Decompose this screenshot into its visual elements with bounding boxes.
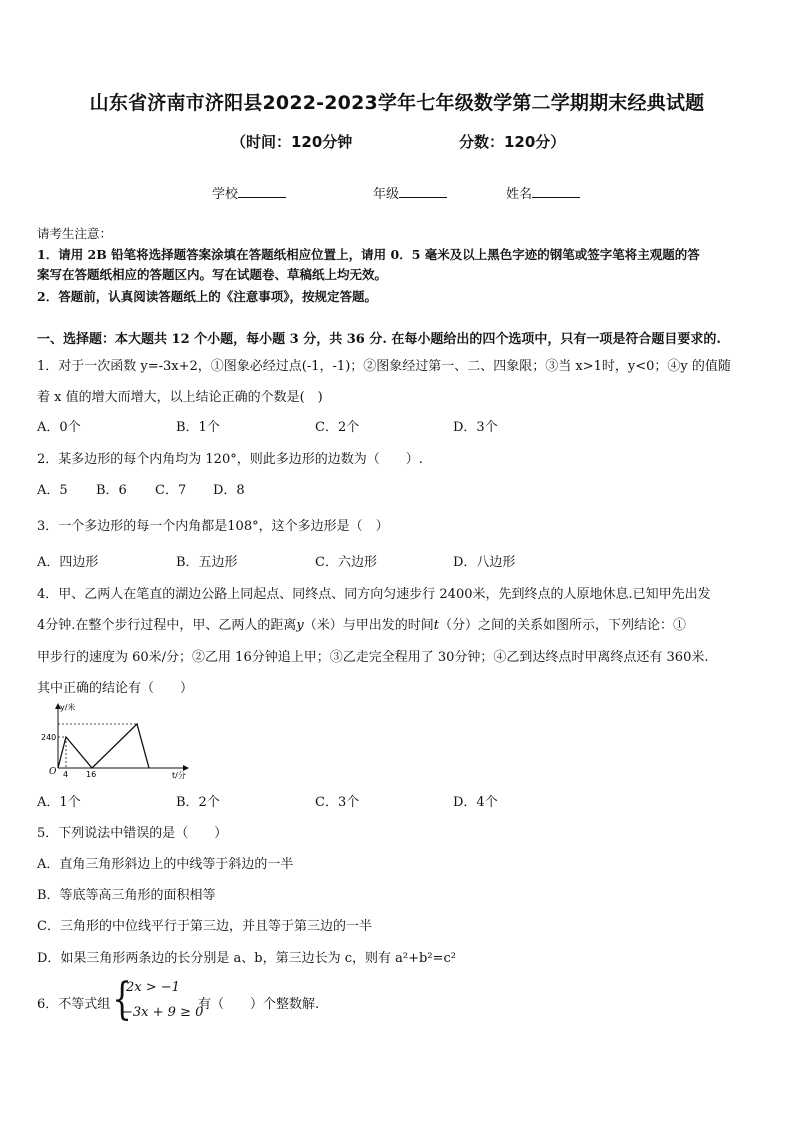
- q3-option-d: D．八边形: [453, 555, 516, 570]
- q5-option-b: B．等底等高三角形的面积相等: [37, 888, 216, 903]
- grade-blank: [399, 185, 447, 198]
- q5-text: 5．下列说法中错误的是（ ）: [37, 826, 228, 841]
- grade-label: 年级: [373, 187, 400, 202]
- q2-option-b: B．6: [96, 483, 127, 498]
- q6-inequality-1: 2x > −1: [126, 980, 180, 995]
- q4-line2: [37, 614, 686, 633]
- system-brace: {: [112, 974, 132, 1025]
- distance-time-graph: [36, 700, 196, 782]
- school-label: 学校: [212, 187, 239, 202]
- q1-option-b: B．1个: [176, 420, 220, 435]
- q5-option-d: D．如果三角形两条边的长分别是 a、b，第三边长为 c，则有 a²+b²=c²: [37, 951, 456, 966]
- q4-option-b: B．2个: [176, 795, 220, 810]
- q4-line4: 其中正确的结论有（ ）: [37, 681, 194, 696]
- q5-option-c: C．三角形的中位线平行于第三边，并且等于第三边的一半: [37, 919, 372, 934]
- notice-line2: 2．答题前，认真阅读答题纸上的《注意事项》，按规定答题。: [37, 289, 377, 304]
- q4-option-d: D．4个: [453, 795, 498, 810]
- x-axis-label: t/分: [172, 771, 186, 780]
- q2-option-a: A．5: [37, 483, 68, 498]
- name-blank: [532, 185, 580, 198]
- notice-heading: 请考生注意：: [37, 226, 113, 241]
- q6-inequality-2: −3x + 9 ≥ 0: [122, 1005, 204, 1020]
- y-axis-label: y/米: [60, 703, 76, 712]
- x-tick-16: 16: [86, 770, 97, 779]
- q4-option-a: A．1个: [37, 795, 81, 810]
- y-tick-240: 240: [41, 733, 57, 742]
- page-title: 山东省济南市济阳县2022-2023学年七年级数学第二学期期末经典试题: [89, 92, 705, 114]
- q1-line2: 着 x 值的增大而增大，以上结论正确的个数是( ): [37, 390, 323, 405]
- school-blank: [238, 185, 286, 198]
- name-field: [506, 183, 580, 202]
- q6-prefix: 6．不等式组: [37, 997, 111, 1012]
- q4-line3: 甲步行的速度为 60米/分；②乙用 16分钟追上甲；③乙走完全程用了 30分钟；④乙到达终点时甲离终点还有 360米.: [37, 650, 709, 665]
- q5-option-a: A．直角三角形斜边上的中线等于斜边的一半: [37, 857, 294, 872]
- section1-heading: 一、选择题：本大题共 12 个小题，每小题 3 分，共 36 分. 在每小题给出的四个选项中，只有一项是符合题目要求的.: [37, 332, 721, 347]
- q3-option-c: C．六边形: [315, 555, 377, 570]
- q4-option-c: C．3个: [315, 795, 360, 810]
- distance-curve: [58, 724, 149, 768]
- q2-text: 2．某多边形的每个内角均为 120°，则此多边形的边数为（ ）.: [37, 452, 423, 467]
- q3-option-b: B．五边形: [176, 555, 238, 570]
- q1-option-d: D．3个: [453, 420, 498, 435]
- name-label: 姓名: [506, 187, 533, 202]
- q1-option-c: C．2个: [315, 420, 360, 435]
- notice-line1a: 1．请用 2B 铅笔将选择题答案涂填在答题纸相应位置上，请用 0．5 毫米及以上黑色字迹的钢笔或签字笔将主观题的答: [37, 247, 700, 262]
- q1-line1: 1．对于一次函数 y=-3x+2，①图象必经过点(-1，-1)；②图象经过第一、二、四象限；③当 x>1时，y<0；④y 的值随: [37, 359, 731, 374]
- q2-option-c: C．7: [155, 483, 187, 498]
- q3-option-a: A．四边形: [37, 555, 99, 570]
- q4-line2c: （分）之间的关系如图所示，下列结论：①: [439, 618, 687, 633]
- q1-option-a: A．0个: [37, 420, 81, 435]
- q4-line1: 4．甲、乙两人在笔直的湖边公路上同起点、同终点、同方向匀速步行 2400米，先到终点的人原地休息.已知甲先出发: [37, 587, 711, 602]
- school-field: [212, 183, 286, 202]
- score-label: 分数：120分）: [459, 133, 566, 151]
- q4-var-t: t: [433, 618, 440, 633]
- grade-field: [373, 183, 447, 202]
- q2-option-d: D．8: [213, 483, 245, 498]
- q4-var-y: y: [296, 618, 304, 633]
- notice-line1b: 案写在答题纸相应的答题区内。写在试题卷、草稿纸上均无效。: [37, 267, 388, 282]
- x-tick-4: 4: [63, 770, 69, 779]
- q4-line2b: （米）与甲出发的时间: [303, 618, 434, 633]
- time-label: （时间：120分钟: [231, 133, 353, 151]
- q6-suffix: 有（ ）个整数解.: [198, 997, 320, 1012]
- origin-label: O: [49, 767, 57, 777]
- q3-text: 3．一个多边形的每一个内角都是108°，这个多边形是（ ）: [37, 519, 389, 534]
- q4-line2a: 4分钟.在整个步行过程中，甲、乙两人的距离: [37, 618, 297, 633]
